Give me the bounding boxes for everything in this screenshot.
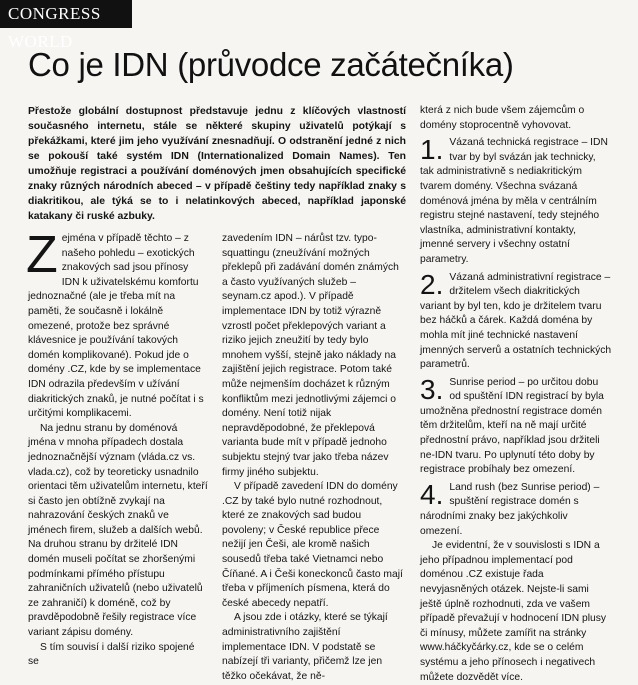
paragraph: Je evidentní, že v souvislosti s IDN a jeho případnou implementací pod doménou .CZ existuje řada nevyjasněných otázek. Nejste-li sami ještě úplně rozhodnuti, zda ve vašem případě převažují v hodnocení IDN plusy či mínusy, můžete zamířit na stránky www.háčkyčárky.cz, kde se o celém systému a jeho přínosech i negativech můžete dozvědět více.: [420, 540, 607, 683]
section-label: CONGRESS WORLD: [0, 0, 132, 28]
paragraph: Na jednu stranu by doménová jména v mnoha případech dostala jednoznačnější význam (vláda.cz vs. vlada.cz), což by teoreticky usnadnilo orientaci těm uživatelům internetu, kteří si často jen obtížně zvykají na nahrazování českých znaků ve jménech firem, služeb a dalších webů. Na druhou stranu by držitelé IDN domén museli počítat se zhoršenými podmínkami přímého přístupu zahraničních uživatelů (nebo uživatelů ze zahraničí) k doméně, což by pravděpodobně řešily registrace více variant zápisu domény.: [28, 422, 208, 639]
paragraph: která z nich bude všem zájemcům o domény stoprocentně vyhovovat.: [420, 105, 585, 131]
list-item: [420, 268, 612, 373]
text-column-3: [420, 104, 612, 685]
item-text: Land rush (bez Sunrise period) – spuštění registrace domén s národními znaky bez jakýchkoliv omezení.: [420, 481, 600, 537]
list-item: [420, 478, 612, 539]
item-text: Vázaná technická registrace – IDN tvar by byl svázán jak technicky, tak administrativně s nediakritickým tvarem domény. Všechna svázaná doménová jména by měla v centrálním registru stejné nastavení, tedy stejného vlastníka, administrativní kontakty, jmenné servery i všechny ostatní parametry.: [420, 137, 608, 265]
text-column-2: [222, 232, 406, 684]
drop-cap: Z: [26, 226, 58, 284]
paragraph: A jsou zde i otázky, které se týkají administrativního zajištění implementace IDN. V podstatě se nabízejí tři varianty, přičemž lze jen těžko očekávat, že ně-: [222, 612, 388, 682]
article-lead: Přestože globální dostupnost představuje jednu z klíčových vlastností současného internetu, stále se některé skupiny uživatelů potýkají s překážkami, které jim jeho využívání znesnadňují. O odstranění jedné z nich se pokouší také systém IDN (Internationalized Domain Names). Ten umožňuje registraci a používání doménových jmen obsahujících specifické znaky různých národních abeced – v případě češtiny tedy například znaky s diakritikou, ale týká se to i nelatinkových abeced, například japonské katakany či ruské azbuky.: [28, 106, 406, 222]
text-column-1: [26, 226, 208, 670]
item-number: 3.: [420, 373, 444, 405]
item-number: 4.: [420, 478, 444, 510]
paragraph: V případě zavedení IDN do domény .CZ by také bylo nutné rozhodnout, které ze znakových sad budou povoleny; v České republice přece nežijí jen Češi, ale kromě našich sousedů třeba také Vietnamci nebo Číňané. A i Češi koneckonců často mají třeba v příjmeních písmena, která do české abecedy nepatří.: [222, 481, 403, 609]
item-number: 1.: [420, 134, 444, 166]
paragraph-text: ejména v případě těchto – z našeho pohledu – exotických znakových sad jsou přínosy IDN k uživatelskému komfortu jednoznačné (ale je třeba mít na paměti, že současně i lokálně omezené, protože bez správné klávesnice je používání takových domén komplikované). Pokud jde o domény .CZ, kde by se implementace IDN odrazila především v užívání diakritických znaků, je nutné počítat i s určitými komplikacemi.: [28, 233, 204, 420]
article-title: Co je IDN (průvodce začátečníka): [28, 46, 514, 83]
list-item: [420, 136, 612, 267]
paragraph: S tím souvisí i další riziko spojené se: [28, 641, 195, 668]
item-number: 2.: [420, 268, 444, 300]
list-item: [420, 373, 612, 478]
paragraph: [26, 226, 208, 422]
item-text: Vázaná administrativní registrace – držitelem všech diakritických variant by byl ten, kdo je držitelem tvaru bez háčků a čárek. Každá doména by mohla mít jiné technické nastavení jmenných serverů a ostatních technických parametrů.: [420, 271, 612, 371]
item-text: Sunrise period – po určitou dobu od spuštění IDN registrací by byla umožněna přednostní registrace domén těm držitelům, kteří na ně mají určité přednostní právo, například jsou držiteli ne-IDN tvaru. Po uplynutí této doby by registrace probíhaly bez omezení.: [420, 376, 604, 476]
paragraph: zavedením IDN – nárůst tzv. typo-squattingu (zneužívání možných překlepů při zadávání domén známých a často využívaných služeb – seynam.cz apod.). V případě implementace IDN by totiž výrazně vzrostl počet překlepových variant a riziko jejich zneužití by tedy bylo mnohem vyšší, stejně jako náklady na zajištění jejich registrace. Potom také může nejmenším docházet k různým konfliktům mezi jednotlivými zájemci o domény. Není totiž nijak nepravděpodobné, že překlepová varianta bude mít v případě jednoho subjektu stejný tvar jako třeba název firmy jiného subjektu.: [222, 233, 399, 478]
